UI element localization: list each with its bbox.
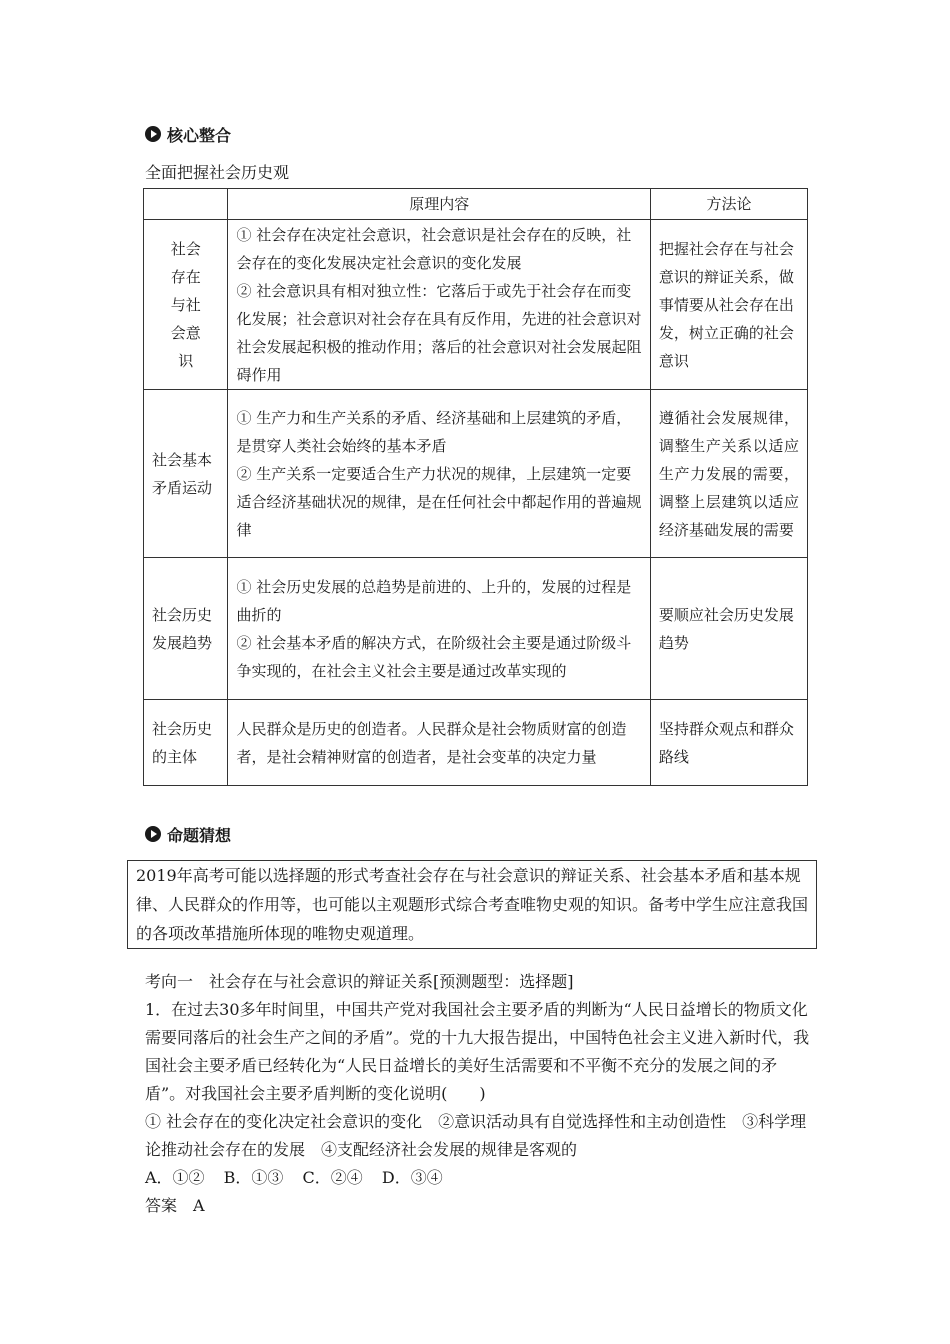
principle-line: ② 生产关系一定要适合生产力状况的规律，上层建筑一定要适合经济基础状况的规律，是在任何社会中都起作用的普遍规律: [236, 464, 642, 539]
question-stem: 1．在过去30多年时间里，中国共产党对我国社会主要矛盾的判断为“人民日益增长的物质文化需要同落后的社会生产之间的矛盾”。党的十九大报告提出，中国特色社会主义进入新时代，我国社会主要矛盾已经转化为“人民日益增长的美好生活需要和不平衡不充分的发展之间的矛盾”。对我国社会主要矛盾判断的变化说明( ): [145, 1000, 810, 1103]
principle-line: ② 社会意识具有相对独立性：它落后于或先于社会存在而变化发展；社会意识对社会存在具有反作用，先进的社会意识对社会发展起积极的推动作用；落后的社会意识对社会发展起阻碍作用: [236, 281, 642, 384]
table-row: [144, 220, 808, 390]
row-principle: [228, 558, 650, 700]
row-method: 坚持群众观点和群众路线: [650, 700, 807, 786]
row-principle: [228, 390, 650, 558]
question-statements: ① 社会存在的变化决定社会意识的变化 ②意识活动具有自觉选择性和主动创造性 ③科学理论推动社会存在的发展 ④支配经济社会发展的规律是客观的: [145, 1112, 807, 1159]
table-row: [144, 558, 808, 700]
option-a: A．①②: [145, 1168, 205, 1187]
table-subtitle: 全面把握社会历史观: [145, 163, 290, 182]
table-header-blank: [144, 189, 228, 220]
prediction-section-heading: [145, 822, 231, 846]
prediction-box: 2019年高考可能以选择题的形式考查社会存在与社会意识的辩证关系、社会基本矛盾和基本规律、人民群众的作用等，也可能以主观题形式综合考查唯物史观的知识。备考中学生应注意我国的各项改革措施所体现的唯物史观道理。: [127, 860, 817, 949]
play-circle-icon: [145, 126, 161, 142]
principle-line: ① 社会存在决定社会意识，社会意识是社会存在的反映，社会存在的变化发展决定社会意识的变化发展: [236, 225, 632, 272]
question-direction: 考向一 社会存在与社会意识的辩证关系[预测题型：选择题]: [145, 972, 574, 991]
table-header-principle: 原理内容: [228, 189, 650, 220]
table-row: [144, 390, 808, 558]
question-block: [145, 968, 810, 1220]
principle-line: 人民群众是历史的创造者。人民群众是社会物质财富的创造者，是社会精神财富的创造者，是社会变革的决定力量: [236, 719, 627, 766]
row-topic: 社会基本矛盾运动: [144, 390, 228, 558]
row-principle: [228, 220, 650, 390]
row-topic: 社会历史发展趋势: [144, 558, 228, 700]
core-heading-text: 核心整合: [167, 125, 232, 145]
table-header-method: 方法论: [650, 189, 807, 220]
row-principle: [228, 700, 650, 786]
row-topic: 社会存在与社会意识: [144, 220, 228, 390]
prediction-heading-text: 命题猜想: [167, 825, 232, 845]
row-method: 把握社会存在与社会意识的辩证关系，做事情要从社会存在出发，树立正确的社会意识: [650, 220, 807, 390]
principles-table: [143, 188, 808, 786]
row-method: 要顺应社会历史发展趋势: [650, 558, 807, 700]
option-b: B．①③: [223, 1168, 284, 1187]
core-section-heading: [145, 122, 231, 146]
table-header-row: [144, 189, 808, 220]
option-d: D．③④: [381, 1168, 443, 1187]
option-c: C．②④: [302, 1168, 363, 1187]
play-circle-icon: [145, 826, 161, 842]
row-method: 遵循社会发展规律，调整生产关系以适应生产力发展的需要，调整上层建筑以适应经济基础发展的需要: [650, 390, 807, 558]
principle-line: ① 生产力和生产关系的矛盾、经济基础和上层建筑的矛盾，是贯穿人类社会始终的基本矛盾: [236, 408, 632, 455]
question-answer: 答案 A: [145, 1196, 205, 1215]
row-topic: 社会历史的主体: [144, 700, 228, 786]
table-row: [144, 700, 808, 786]
principle-line: ② 社会基本矛盾的解决方式，在阶级社会主要是通过阶级斗争实现的，在社会主义社会主要是通过改革实现的: [236, 633, 632, 680]
principle-line: ① 社会历史发展的总趋势是前进的、上升的，发展的过程是曲折的: [236, 577, 632, 624]
question-options: [145, 1164, 810, 1192]
